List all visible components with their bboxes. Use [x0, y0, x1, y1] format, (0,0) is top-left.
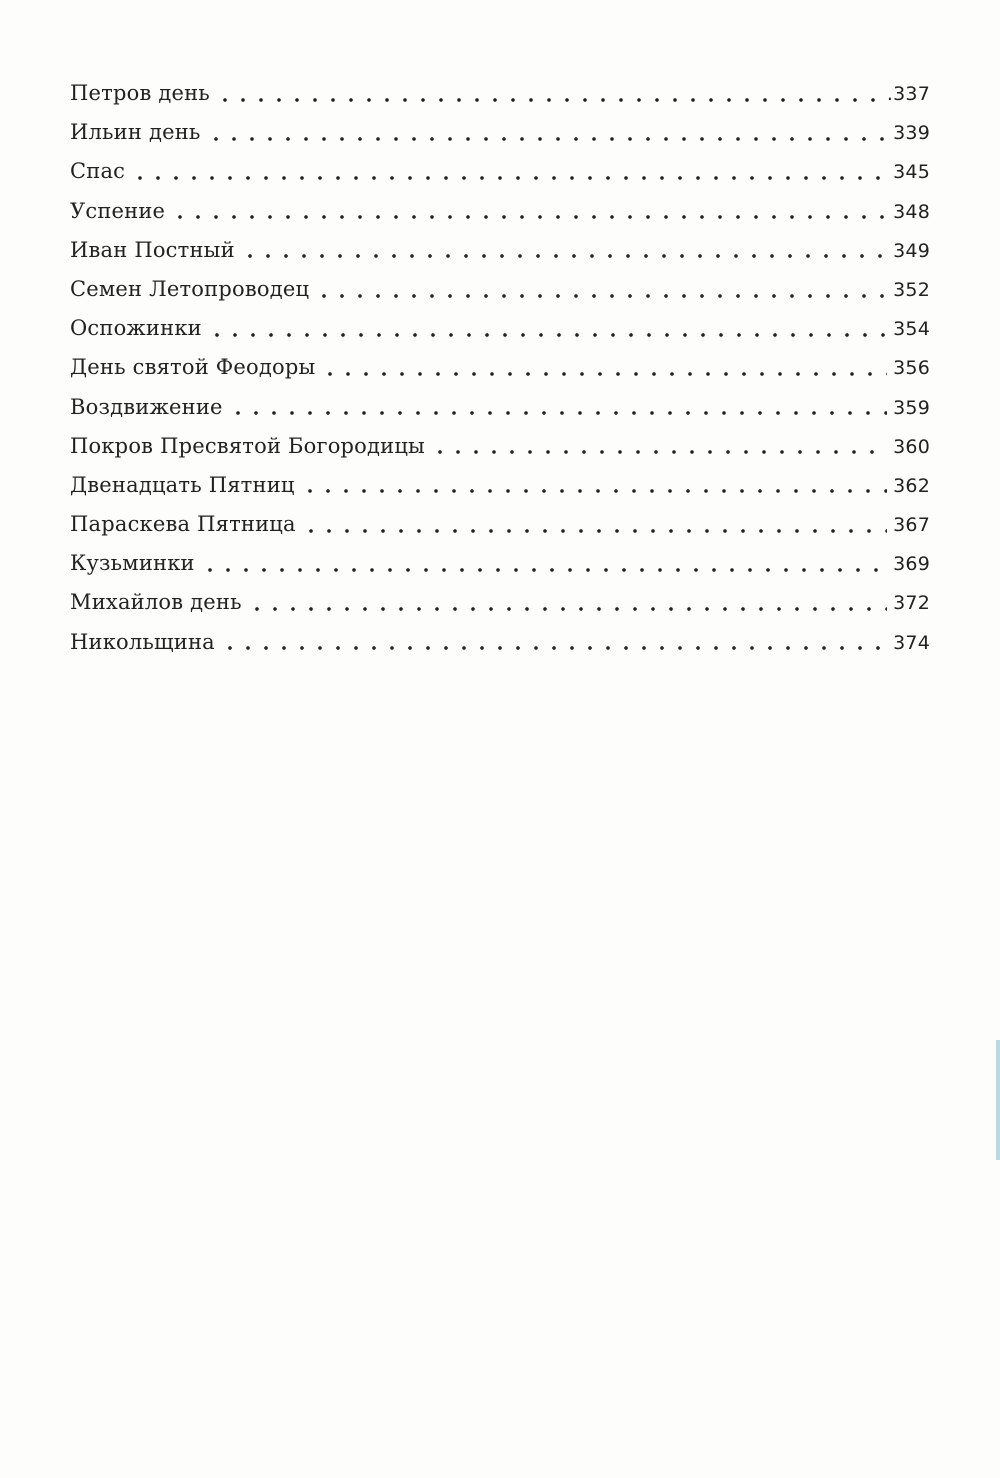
- dot-leader: [171, 215, 887, 219]
- toc-entry-page: 374: [893, 631, 930, 654]
- toc-entry-title: Семен Летопроводец: [70, 276, 310, 301]
- dot-leader: [431, 450, 887, 454]
- toc-entry-page: 359: [893, 396, 930, 419]
- toc-entry-page: 339: [893, 122, 930, 145]
- toc-entry-page: 360: [893, 435, 930, 458]
- toc-entry-page: 362: [893, 474, 930, 497]
- dot-leader: [208, 333, 887, 337]
- page-edge-tint: [996, 1040, 1000, 1160]
- toc-entry-page: 348: [893, 200, 930, 223]
- toc-entry-title: Ильин день: [70, 120, 201, 145]
- toc-entry-page: 369: [893, 553, 930, 576]
- toc-entry[interactable]: [70, 231, 930, 270]
- dot-leader: [241, 254, 887, 258]
- toc-entry-page: 372: [893, 592, 930, 615]
- dot-leader: [221, 646, 887, 650]
- toc-entry[interactable]: [70, 544, 930, 583]
- toc-entry[interactable]: [70, 270, 930, 309]
- toc-entry-title: Оспожинки: [70, 316, 202, 341]
- toc-entry-title: Покров Пресвятой Богородицы: [70, 433, 425, 458]
- dot-leader: [248, 607, 887, 611]
- toc-entry-page: 367: [893, 514, 930, 537]
- toc-entry-page: .337: [886, 83, 930, 105]
- toc-entry-title: Параскева Пятница: [70, 512, 296, 537]
- dot-leader: [229, 411, 887, 415]
- toc-entry-title: Кузьминки: [70, 551, 195, 576]
- toc-entry-page: 352: [893, 278, 930, 301]
- toc-entry-page: 349: [893, 239, 930, 262]
- toc-entry-title: Воздвижение: [70, 394, 223, 419]
- toc-entry[interactable]: [70, 348, 930, 387]
- toc-entry-page: 345: [893, 161, 930, 184]
- toc-entry-title: Успение: [70, 198, 166, 223]
- dot-leader: [315, 294, 887, 298]
- toc-entry[interactable]: [70, 623, 930, 662]
- toc-entry-title: Двенадцать Пятниц: [70, 472, 295, 497]
- toc-entry-title: Петров день: [70, 81, 210, 105]
- dot-leader: [131, 176, 887, 180]
- toc-entry[interactable]: [70, 466, 930, 505]
- dot-leader: [321, 372, 887, 376]
- table-of-contents: [70, 74, 930, 662]
- dot-leader: [201, 568, 887, 572]
- toc-entry-page: 356: [893, 357, 930, 380]
- dot-leader: [216, 98, 881, 102]
- toc-entry[interactable]: [70, 583, 930, 622]
- dot-leader: [301, 489, 888, 493]
- toc-entry[interactable]: [70, 427, 930, 466]
- toc-entry[interactable]: [70, 505, 930, 544]
- toc-entry-title: Иван Постный: [70, 237, 235, 262]
- dot-leader: [302, 529, 887, 533]
- toc-entry[interactable]: [70, 152, 930, 191]
- dot-leader: [207, 137, 888, 141]
- toc-entry-title: Михайлов день: [70, 590, 242, 615]
- toc-entry-title: Спас: [70, 159, 126, 184]
- toc-entry[interactable]: [70, 309, 930, 348]
- toc-entry-title: День святой Феодоры: [70, 355, 316, 380]
- toc-entry-page: 354: [893, 318, 930, 341]
- toc-entry[interactable]: [70, 192, 930, 231]
- toc-entry[interactable]: [70, 113, 930, 152]
- toc-entry[interactable]: [70, 74, 930, 113]
- toc-entry[interactable]: [70, 388, 930, 427]
- toc-entry-title: Никольщина: [70, 629, 215, 654]
